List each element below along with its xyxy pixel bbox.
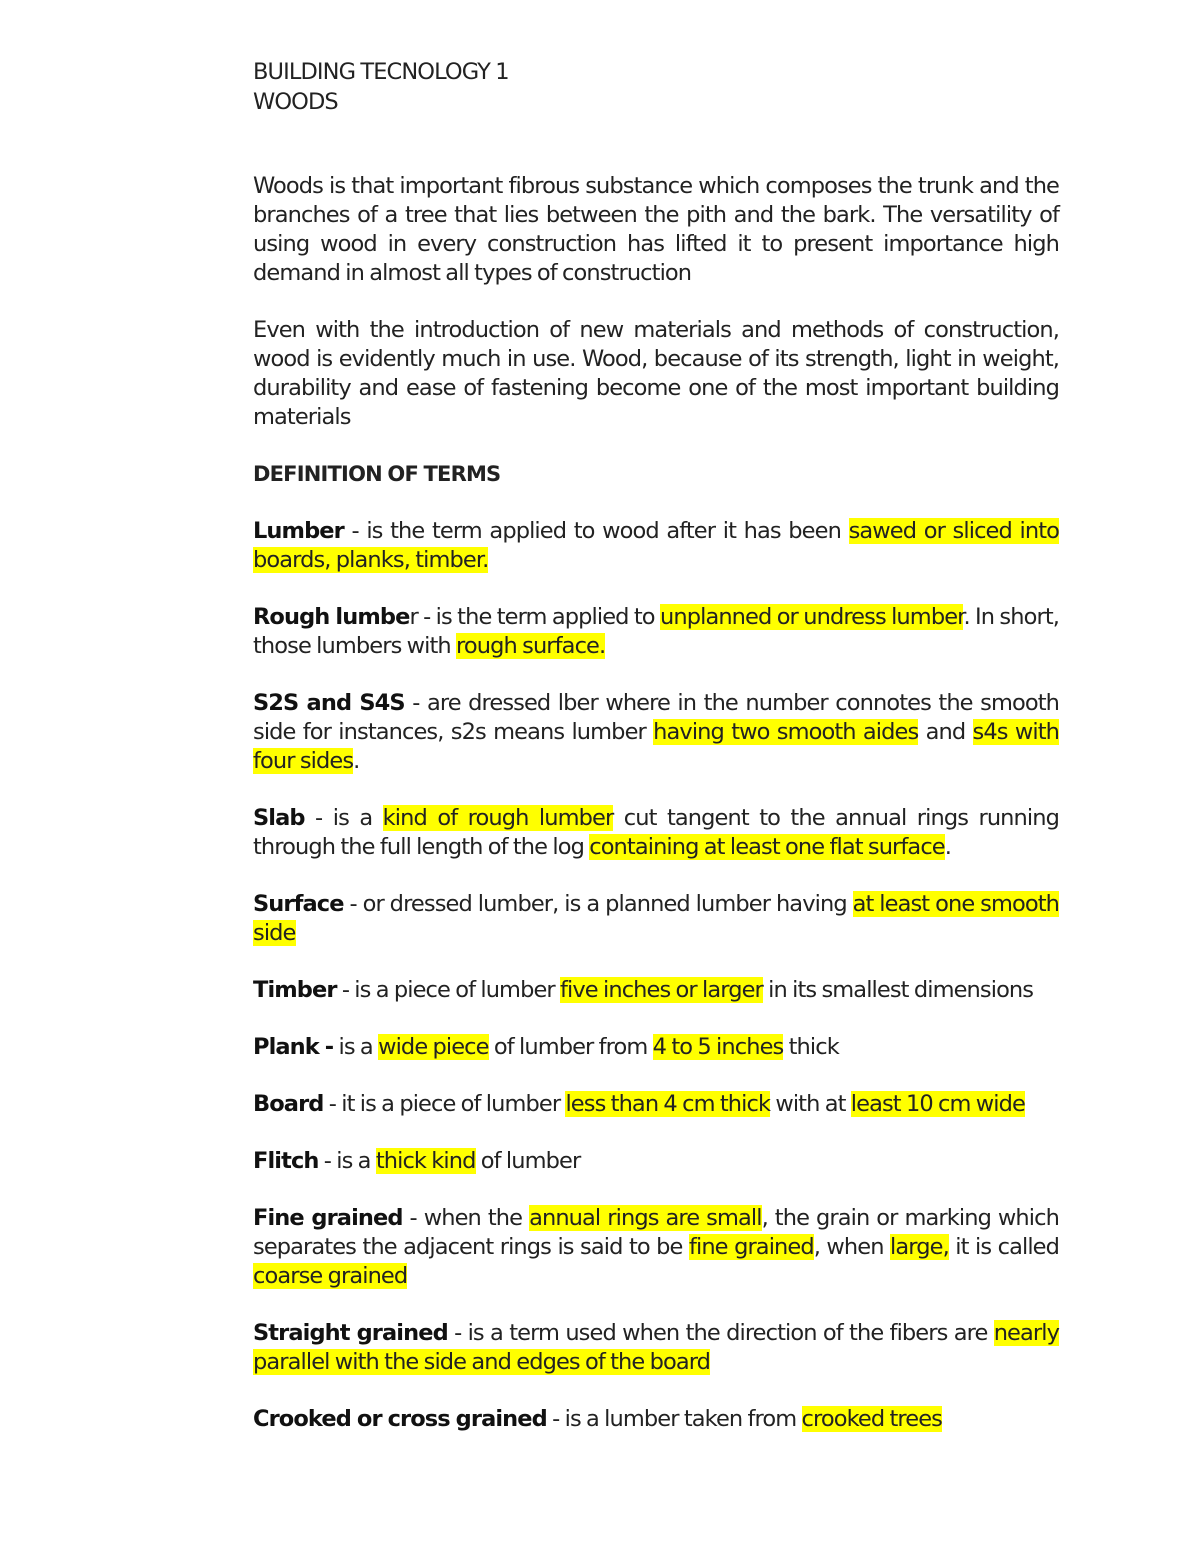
definition-text: .	[353, 748, 360, 774]
definition-text: , the grain or marking which separates the adjacent rings is said to be	[253, 1205, 1059, 1260]
term-label: Board	[253, 1091, 324, 1117]
highlight: kind of rough lumber	[382, 805, 614, 831]
term-label: Straight grained	[253, 1320, 448, 1346]
definition-flitch	[253, 1147, 1059, 1176]
definition-text: - is the term applied to	[417, 604, 660, 630]
course-title: BUILDING TECNOLOGY 1	[253, 59, 509, 85]
definition-text: .	[944, 834, 951, 860]
highlight: having two smooth aides	[653, 719, 919, 745]
definition-text: it is called	[948, 1234, 1059, 1260]
definition-text: - is the term applied to wood after it has been	[343, 518, 849, 544]
term-label-tail: r	[409, 604, 418, 630]
highlight: rough surface.	[456, 633, 606, 659]
definition-text: of lumber from	[488, 1034, 653, 1060]
term-label: Rough lumbe	[253, 604, 410, 630]
definition-text: - it is a piece of lumber	[323, 1091, 566, 1117]
highlight: less than 4 cm thick	[565, 1091, 771, 1117]
term-label: Surface	[253, 891, 344, 917]
highlight: annual rings are small	[529, 1205, 762, 1231]
definition-surface	[253, 890, 1059, 948]
term-label: S2S and S4S	[253, 690, 405, 716]
definition-text: thick	[783, 1034, 839, 1060]
definition-text: in its smallest dimensions	[762, 977, 1034, 1003]
intro-paragraph-2: Even with the introduction of new materials and methods of construction, wood is evidently much in use. Wood, because of its strength, light in weight, durability and ease of fastening become one of the most important building materials	[253, 317, 1059, 430]
highlight: fine grained	[688, 1234, 814, 1260]
definition-timber	[253, 976, 1059, 1005]
definition-text: - is a	[318, 1148, 376, 1174]
definition-slab	[253, 804, 1059, 862]
definition-text: - is a piece of lumber	[336, 977, 561, 1003]
term-label: Lumber	[253, 518, 344, 544]
highlight: containing at least one flat surface	[589, 834, 945, 860]
definition-text: . In short, those lumbers with	[253, 604, 1059, 659]
term-label: Slab	[253, 805, 305, 831]
definition-text: of lumber	[475, 1148, 581, 1174]
definition-text: with at	[770, 1091, 851, 1117]
definition-board	[253, 1090, 1059, 1119]
topic-title: WOODS	[253, 89, 338, 115]
term-label: Plank -	[253, 1034, 334, 1060]
highlight: thick kind	[375, 1148, 476, 1174]
definition-crooked-grained	[253, 1405, 1059, 1434]
highlight: large,	[890, 1234, 949, 1260]
definition-text: - are dressed lber where in the number connotes the smooth side for instances, s2s means lumber	[253, 690, 1059, 745]
definition-text: , when	[813, 1234, 891, 1260]
definition-text: cut tangent to the annual rings running through the full length of the log	[253, 805, 1059, 860]
highlight: coarse grained	[253, 1263, 408, 1289]
term-label: Flitch	[253, 1148, 319, 1174]
definition-s2s-s4s	[253, 689, 1059, 776]
term-label: Timber	[253, 977, 337, 1003]
definition-lumber	[253, 517, 1059, 575]
definition-text: is a	[333, 1034, 379, 1060]
definition-text: - when the	[402, 1205, 530, 1231]
definition-plank	[253, 1033, 1059, 1062]
highlight: five inches or larger	[560, 977, 763, 1003]
term-label: Crooked or cross grained	[253, 1406, 547, 1432]
definition-rough-lumber	[253, 603, 1059, 661]
definition-text: - or dressed lumber, is a planned lumber having	[343, 891, 853, 917]
definition-text: - is a lumber taken from	[546, 1406, 802, 1432]
highlight: at least one smooth side	[253, 891, 1060, 946]
highlight: nearly parallel with the side and edges of the board	[253, 1320, 1059, 1375]
highlight: unplanned or undress lumber	[659, 604, 964, 630]
definition-text: - is a term used when the direction of the fibers are	[447, 1320, 994, 1346]
highlight: s4s with four sides	[253, 719, 1060, 774]
highlight: least 10 cm wide	[850, 1091, 1025, 1117]
definition-text: and	[918, 719, 973, 745]
definition-text: - is a	[304, 805, 383, 831]
definition-fine-grained	[253, 1204, 1059, 1291]
highlight: crooked trees	[801, 1406, 942, 1432]
highlight: 4 to 5 inches	[652, 1034, 784, 1060]
highlight: sawed or sliced into boards, planks, timber.	[253, 518, 1059, 573]
definition-straight-grained	[253, 1319, 1059, 1377]
intro-paragraph-1: Woods is that important fibrous substance which composes the trunk and the branches of a tree that lies between the pith and the bark. The versatility of using wood in every construction has lifted it to present importance high demand in almost all types of construction	[253, 173, 1059, 286]
section-heading: DEFINITION OF TERMS	[253, 462, 501, 486]
highlight: wide piece	[378, 1034, 489, 1060]
document-page	[253, 57, 1059, 1434]
term-label: Fine grained	[253, 1205, 403, 1231]
